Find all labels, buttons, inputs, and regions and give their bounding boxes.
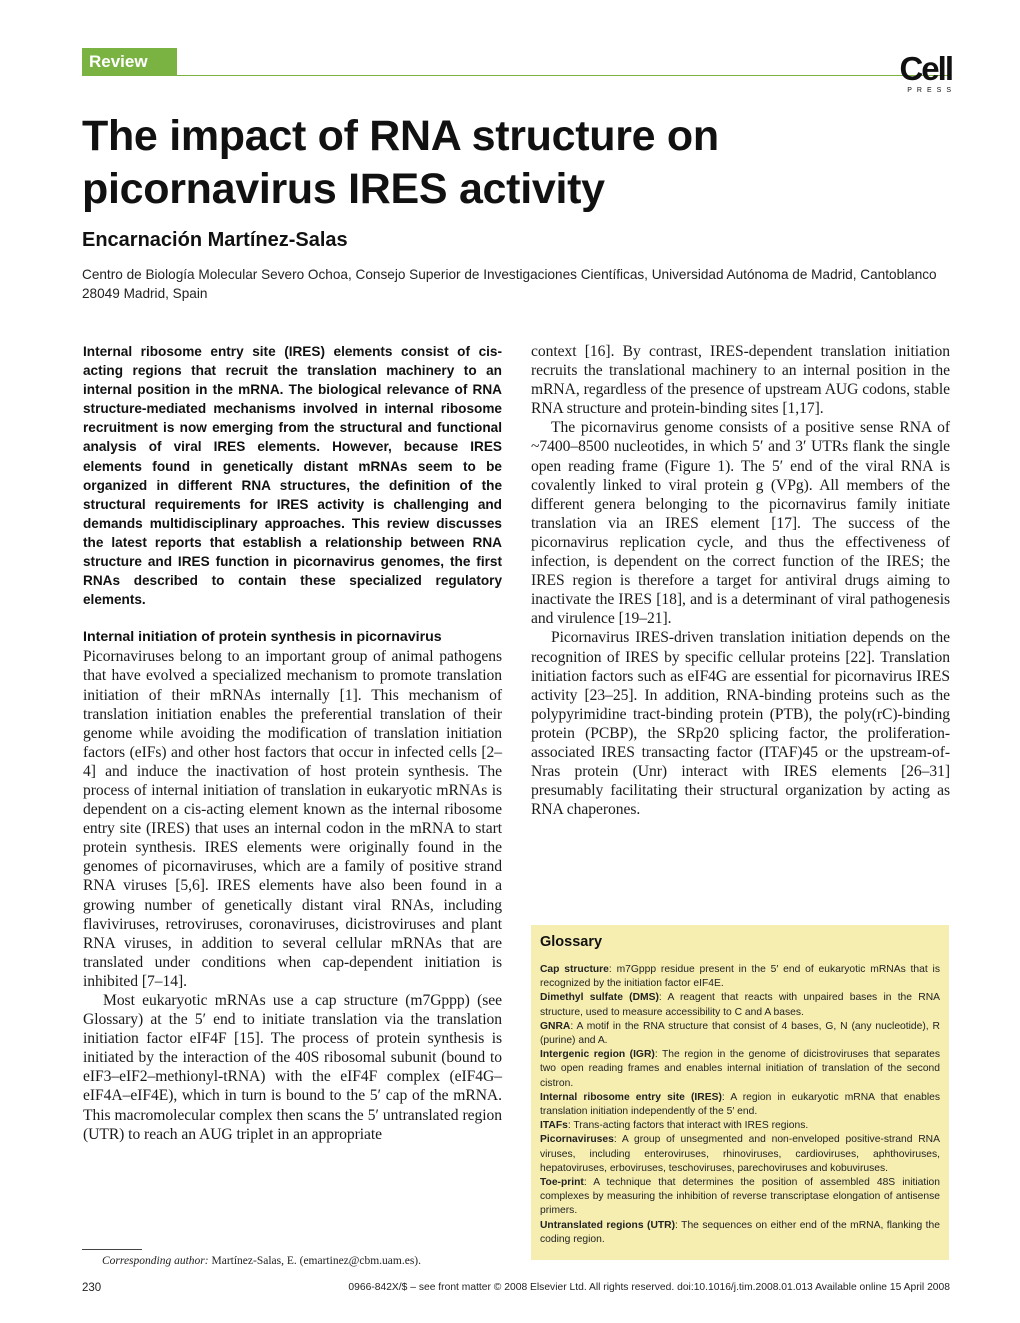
glossary-entry xyxy=(540,1176,940,1219)
paragraph-5: Picornavirus IRES-driven translation initiation depends on the recognition of IRES by specific cellular proteins [22]. Translation initiation factors such as eIF4G are essential for picornavirus IRES activity [23–25]. In addition, RNA-binding proteins such as the polypyrimidine tract-binding protein (PTB), the poly(rC)-binding protein (PCBP), the SRp20 splicing factor, the proliferation-associated IRES transacting factor (ITAF)45 or the upstream-of-Nras protein (Unr) interact with IRES elements [26–31] presumably facilitating their structural organization by acting as RNA chaperones. xyxy=(531,629,950,819)
paragraph-4: The picornavirus genome consists of a positive sense RNA of ~7400–8500 nucleotides, in which 5′ and 3′ UTRs flank the single open reading frame (Figure 1). The 5′ end of the viral RNA is covalently linked to viral protein g (VPg). All members of the different genera belonging to the picornavirus family initiate translation via an IRES element [17]. The success of the picornavirus replication cycle, and thus the effectiveness of infection, is dependent on the correct function of the IRES; the IRES region is therefore a target for antiviral drugs aiming to inactivate the IRES [18], and is a determinant of viral pathogenesis and virulence [19–21]. xyxy=(531,419,950,628)
glossary-term: Intergenic region (IGR) xyxy=(540,1049,655,1061)
glossary-box xyxy=(531,925,949,1260)
paragraph-1: Picornaviruses belong to an important group of animal pathogens that have evolved a specialized mechanism to promote translation initiation of their mRNAs internally [1]. This mechanism of translation initiation enables the preferential translation of their genome while avoiding the modification of translation initiation factors (eIFs) and other host factors that occur in infected cells [2–4] and induce the inactivation of host protein synthesis. The process of internal initiation of translation in eukaryotic mRNAs is dependent on a cis-acting element known as the internal ribosome entry site (IRES) that uses an internal codon in the mRNA to start protein synthesis. IRES elements were originally found in the genomes of picornaviruses, which are a family of positive strand RNA viruses [5,6]. IRES elements have also been found in a growing number of genetically distant viral RNAs, including flaviviruses, retroviruses, coronaviruses, dicistroviruses and plant RNA viruses, in addition to several cellular mRNAs that are translated under conditions when cap-dependent initiation is inhibited [7–14]. xyxy=(83,648,502,990)
footnote-label: Corresponding author: xyxy=(102,1255,209,1267)
glossary-term: ITAFs xyxy=(540,1120,568,1132)
glossary-definition: : Trans-acting factors that interact with IRES regions. xyxy=(567,1120,809,1132)
glossary-term: Internal ribosome entry site (IRES) xyxy=(540,1091,722,1103)
cell-press-logo xyxy=(888,50,956,98)
footnote-text: Martínez-Salas, E. (emartinez@cbm.uam.es). xyxy=(208,1255,422,1267)
header-rule xyxy=(82,75,950,76)
glossary-entry xyxy=(540,1219,940,1247)
author-name: Encarnación Martínez-Salas xyxy=(82,229,348,251)
section-heading: Internal initiation of protein synthesis in picornavirus xyxy=(83,629,442,646)
glossary-entry xyxy=(540,963,940,991)
logo-main-text: Cell xyxy=(899,50,952,87)
glossary-title: Glossary xyxy=(540,934,603,950)
logo-sub-text: PRESS xyxy=(907,87,956,94)
right-column xyxy=(531,342,950,819)
paragraph-3: context [16]. By contrast, IRES-dependent translation initiation recruits the translational machinery to an internal position in the mRNA, regardless of the presence of upstream AUG codons, stable RNA structure and protein-binding sites [1,17]. xyxy=(531,343,950,418)
corresponding-author-footnote xyxy=(102,1255,421,1267)
glossary-entry xyxy=(540,1133,940,1176)
glossary-definition: : The sequences on either end of the mRNA, flanking the coding region. xyxy=(540,1219,940,1245)
abstract: Internal ribosome entry site (IRES) elements consist of cis-acting regions that recruit the translation machinery to an internal position in the mRNA. The biological relevance of RNA structure-mediated mechanisms involved in internal ribosome recruitment is now emerging from the structural and functional analysis of viral IRES elements. However, because IRES elements found in genetically distant mRNAs seem to be organized in different RNA structures, the definition of the structural requirements for IRES activity is challenging and demands multidisciplinary approaches. This review discusses the latest reports that establish a relationship between RNA structure and IRES function in picornavirus genomes, the first RNAs described to contain these specialized regulatory elements. xyxy=(83,344,502,608)
journal-footer: 0966-842X/$ – see front matter © 2008 Elsevier Ltd. All rights reserved. doi:10.1016/j.tim.2008.01.013 Available online 15 April 2008 xyxy=(348,1282,950,1293)
glossary-entry xyxy=(540,1119,940,1133)
glossary-definition: : The region in the genome of dicistroviruses that separates two open reading frames and enables internal initiation of translation of the second cistron. xyxy=(540,1049,940,1089)
glossary-entry xyxy=(540,1048,940,1091)
glossary-entry xyxy=(540,991,940,1019)
glossary-entry xyxy=(540,1091,940,1119)
glossary-definition: : A region in eukaryotic mRNA that enables translation initiation independently of the 5′ end. xyxy=(540,1091,940,1118)
glossary-term: Toe-print xyxy=(540,1177,584,1189)
glossary-definition: : A technique that determines the position of assembled 48S initiation complexes by measuring the inhibition of reverse transcriptase elongation of antisense primers. xyxy=(540,1177,940,1217)
glossary-term: GNRA xyxy=(540,1020,571,1032)
glossary-entry xyxy=(540,1020,940,1048)
glossary-term: Untranslated regions (UTR) xyxy=(540,1219,676,1231)
author-affiliation: Centro de Biología Molecular Severo Ochoa, Consejo Superior de Investigaciones Científicas, Universidad Autónoma de Madrid, Cantoblanco 28049 Madrid, Spain xyxy=(82,267,937,301)
left-column xyxy=(83,342,502,1144)
glossary-definition: : A reagent that reacts with unpaired bases in the RNA structure, used to measure accessibility to C and A bases. xyxy=(540,992,940,1018)
section-badge: Review xyxy=(82,48,177,76)
glossary-definition: : m7Gppp residue present in the 5′ end of eukaryotic mRNAs that is recognized by the initiation factor eIF4E. xyxy=(540,964,940,990)
article-title: The impact of RNA structure on picornavirus IRES activity xyxy=(82,112,719,213)
page-number: 230 xyxy=(82,1282,102,1294)
glossary-term: Cap structure xyxy=(540,964,609,975)
footnote-rule xyxy=(82,1249,142,1250)
glossary-definition: : A group of unsegmented and non-enveloped positive-strand RNA viruses, including enteroviruses, rhinoviruses, cardioviruses, aphthoviruses, hepatoviruses, erboviruses, teschoviruses, parechoviruses and kobuviruses. xyxy=(540,1134,940,1174)
glossary-definition: : A motif in the RNA structure that consist of 4 bases, G, N (any nucleotide), R (purine) and A. xyxy=(540,1020,940,1047)
paragraph-2: Most eukaryotic mRNAs use a cap structure (m7Gppp) (see Glossary) at the 5′ end to initiate translation via the translation initiation factor eIF4F [15]. The process of protein synthesis is initiated by the interaction of the 40S ribosomal subunit (bound to eIF3–eIF2–methionyl-tRNA) with the eIF4F complex (eIF4G–eIF4A–eIF4E), which in turn is bound to the 5′ cap of the mRNA. This macromolecular complex then scans the 5′ untranslated region (UTR) to reach an AUG triplet in an appropriate xyxy=(83,992,502,1143)
glossary-term: Dimethyl sulfate (DMS) xyxy=(540,992,659,1004)
glossary-term: Picornaviruses xyxy=(540,1134,614,1146)
